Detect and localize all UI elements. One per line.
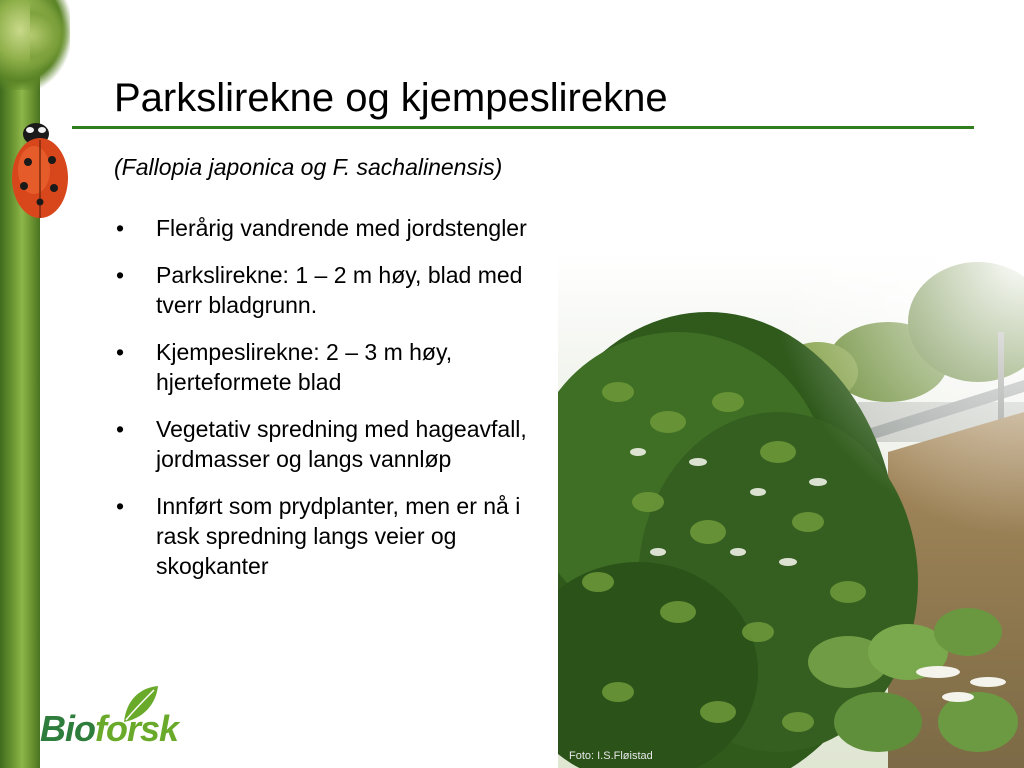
title-divider bbox=[72, 126, 974, 129]
stem-leaf-decoration bbox=[30, 0, 70, 70]
bullet-marker: • bbox=[116, 215, 125, 241]
bullet-text: Parkslirekne: 1 – 2 m høy, blad med tverr bladgrunn. bbox=[156, 262, 523, 318]
bullet-item bbox=[114, 491, 544, 581]
bullet-item bbox=[114, 414, 544, 474]
bullet-marker: • bbox=[116, 262, 125, 288]
bullet-item bbox=[114, 213, 544, 243]
logo-text bbox=[40, 708, 178, 750]
bullet-item bbox=[114, 337, 544, 397]
bullet-marker: • bbox=[116, 339, 125, 365]
bullet-text: Kjempeslirekne: 2 – 3 m høy, hjerteformete blad bbox=[156, 339, 453, 395]
bullet-marker: • bbox=[116, 493, 125, 519]
bullet-item bbox=[114, 260, 544, 320]
bullet-text: Flerårig vandrende med jordstengler bbox=[156, 215, 527, 241]
photo-credit: Foto: I.S.Fløistad bbox=[569, 750, 653, 762]
ladybug-icon bbox=[6, 112, 70, 224]
slide-title: Parkslirekne og kjempeslirekne bbox=[114, 76, 668, 120]
bullet-marker: • bbox=[116, 416, 125, 442]
logo-part-forsk: forsk bbox=[95, 708, 179, 749]
bullet-list bbox=[114, 213, 544, 598]
bullet-text: Vegetativ spredning med hageavfall, jordmasser og langs vannløp bbox=[156, 416, 527, 472]
bioforsk-logo bbox=[38, 684, 188, 754]
logo-part-bio: Bio bbox=[40, 708, 95, 749]
knotweed-photo bbox=[558, 252, 1024, 768]
slide-subtitle: (Fallopia japonica og F. sachalinensis) bbox=[114, 154, 503, 180]
bullet-text: Innført som prydplanter, men er nå i rask spredning langs veier og skogkanter bbox=[156, 493, 521, 579]
